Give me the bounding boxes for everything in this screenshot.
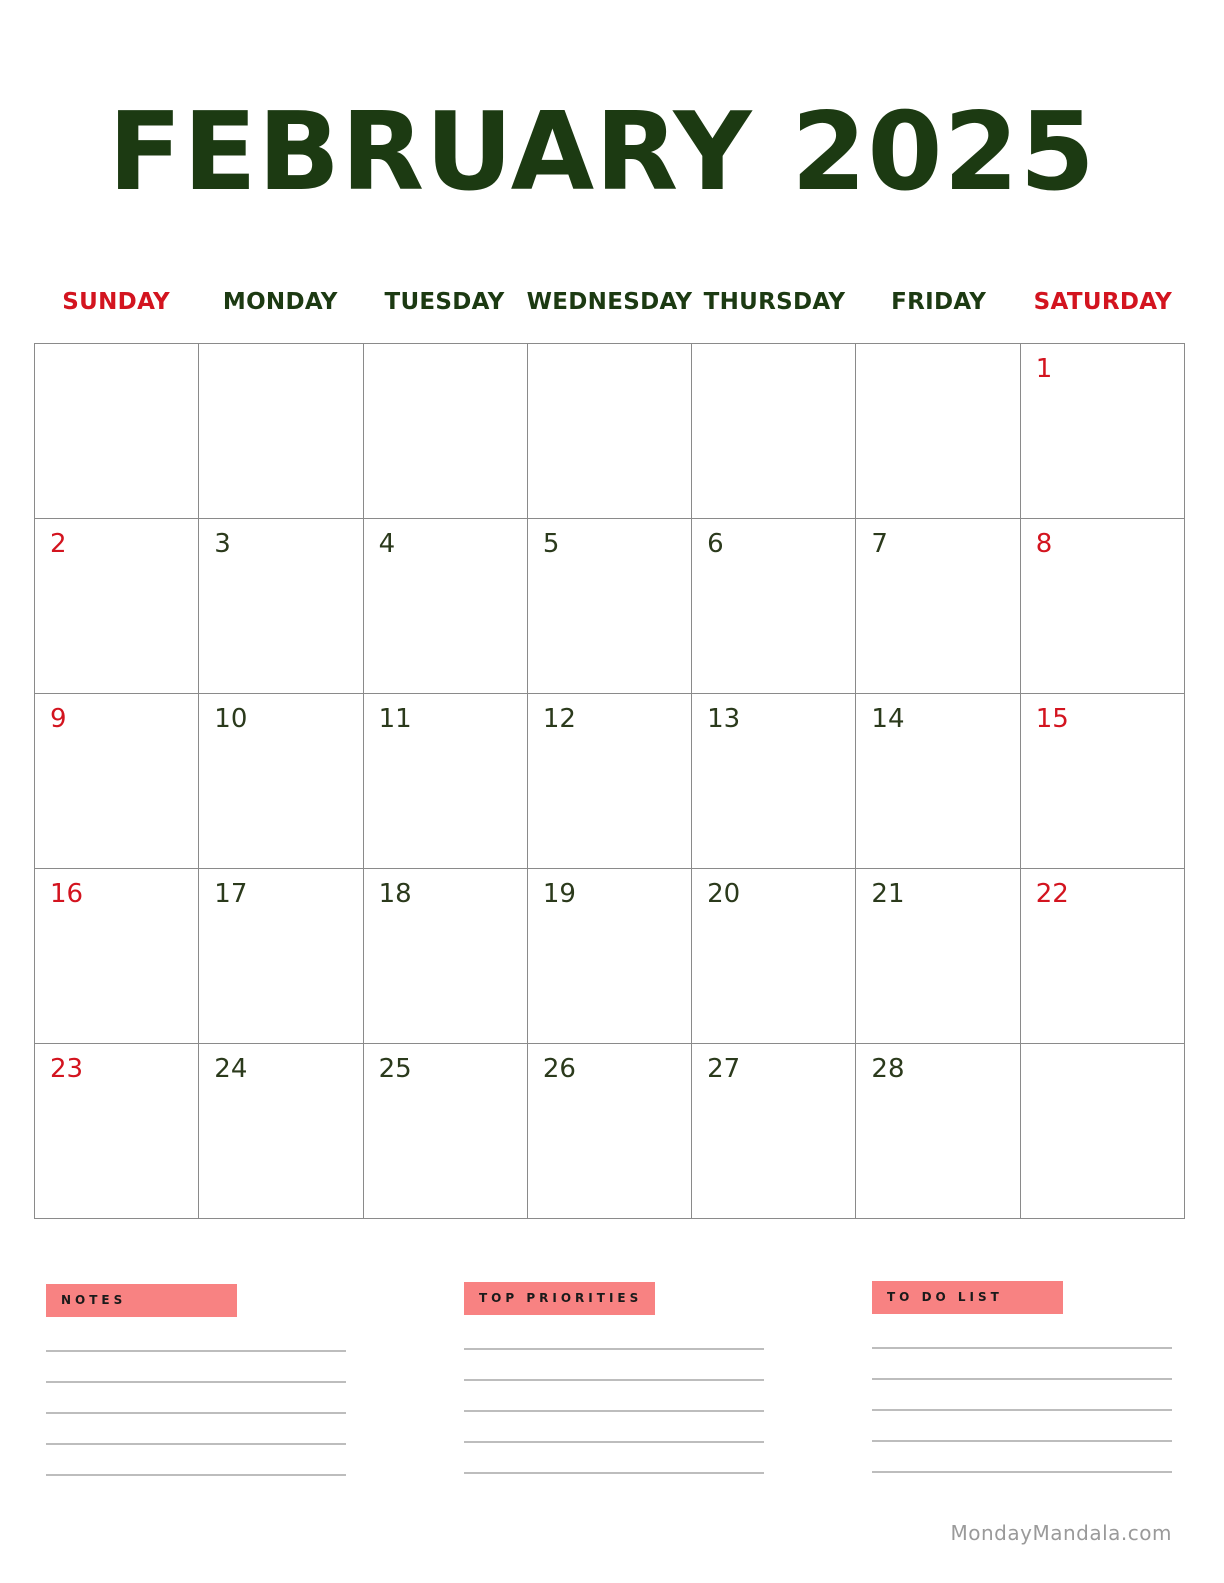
day-cell[interactable]: [35, 344, 199, 519]
day-cell[interactable]: [528, 519, 692, 694]
day-number: 18: [378, 879, 412, 909]
day-cell[interactable]: [35, 869, 199, 1044]
day-number: 3: [214, 529, 231, 559]
todo-section: [872, 1281, 1172, 1314]
notes-line[interactable]: [46, 1350, 346, 1352]
day-cell[interactable]: [692, 694, 856, 869]
day-number: 5: [542, 529, 560, 559]
weekday-thursday: THURSDAY: [703, 289, 846, 315]
todo-line[interactable]: [872, 1378, 1172, 1380]
todo-line[interactable]: [872, 1471, 1172, 1473]
day-number: 2: [50, 529, 67, 559]
day-cell[interactable]: [1021, 694, 1185, 869]
day-number: 11: [378, 704, 412, 734]
notes-line[interactable]: [46, 1381, 346, 1383]
notes-section: [46, 1284, 346, 1317]
day-cell[interactable]: [1021, 344, 1185, 519]
day-cell[interactable]: [856, 694, 1020, 869]
priorities-section: [464, 1282, 764, 1315]
todo-line[interactable]: [872, 1409, 1172, 1411]
day-number: 24: [214, 1054, 248, 1084]
calendar-grid: [34, 343, 1185, 1219]
weekday-friday: FRIDAY: [891, 289, 987, 315]
day-number: 16: [50, 879, 84, 909]
day-number: 6: [707, 529, 724, 559]
day-number: 20: [707, 879, 741, 909]
day-number: 25: [378, 1054, 412, 1084]
day-number: 28: [871, 1054, 905, 1084]
day-number: 27: [707, 1054, 741, 1084]
day-cell[interactable]: [856, 344, 1020, 519]
day-number: 10: [214, 704, 248, 734]
day-number: 1: [1035, 354, 1053, 384]
day-cell[interactable]: [528, 694, 692, 869]
day-cell[interactable]: [692, 1044, 856, 1219]
priorities-line[interactable]: [464, 1472, 764, 1474]
day-number: 12: [542, 704, 576, 734]
day-cell[interactable]: [856, 1044, 1020, 1219]
day-cell[interactable]: [364, 869, 528, 1044]
weekday-header-row: [34, 284, 1185, 320]
priorities-line[interactable]: [464, 1348, 764, 1350]
day-number: 22: [1035, 879, 1069, 909]
todo-label: TO DO LIST: [872, 1281, 1063, 1314]
day-number: 9: [50, 704, 67, 734]
weekday-monday: MONDAY: [222, 289, 338, 315]
day-cell[interactable]: [199, 694, 363, 869]
priorities-label: TOP PRIORITIES: [464, 1282, 655, 1315]
day-number: 4: [378, 529, 396, 559]
day-cell[interactable]: [856, 519, 1020, 694]
day-number: 26: [542, 1054, 576, 1084]
day-cell[interactable]: [692, 344, 856, 519]
day-number: 23: [50, 1054, 84, 1084]
day-number: 14: [871, 704, 905, 734]
todo-line[interactable]: [872, 1440, 1172, 1442]
day-cell[interactable]: [199, 344, 363, 519]
day-number: 8: [1035, 529, 1053, 559]
day-number: 13: [707, 704, 741, 734]
day-cell[interactable]: [35, 519, 199, 694]
notes-line[interactable]: [46, 1474, 346, 1476]
day-cell[interactable]: [1021, 869, 1185, 1044]
day-cell[interactable]: [528, 869, 692, 1044]
day-cell[interactable]: [35, 1044, 199, 1219]
calendar-title: FEBRUARY 2025: [108, 90, 1096, 215]
day-cell[interactable]: [364, 1044, 528, 1219]
footer-brand: MondayMandala.com: [950, 1521, 1172, 1545]
day-cell[interactable]: [856, 869, 1020, 1044]
day-number: 19: [542, 879, 576, 909]
todo-line[interactable]: [872, 1347, 1172, 1349]
weekday-saturday: SATURDAY: [1033, 289, 1173, 315]
day-number: 21: [871, 879, 905, 909]
notes-line[interactable]: [46, 1412, 346, 1414]
day-cell[interactable]: [364, 519, 528, 694]
notes-label: NOTES: [46, 1284, 237, 1317]
day-number: 17: [214, 879, 248, 909]
day-cell[interactable]: [364, 344, 528, 519]
day-number: 15: [1035, 704, 1069, 734]
day-cell[interactable]: [528, 1044, 692, 1219]
weekday-wednesday: WEDNESDAY: [526, 289, 693, 315]
day-cell[interactable]: [199, 869, 363, 1044]
day-cell[interactable]: [692, 869, 856, 1044]
priorities-line[interactable]: [464, 1410, 764, 1412]
priorities-line[interactable]: [464, 1379, 764, 1381]
day-cell[interactable]: [364, 694, 528, 869]
day-cell[interactable]: [35, 694, 199, 869]
day-number: 7: [871, 529, 888, 559]
day-cell[interactable]: [199, 1044, 363, 1219]
weekday-sunday: SUNDAY: [62, 289, 170, 315]
notes-line[interactable]: [46, 1443, 346, 1445]
day-cell[interactable]: [1021, 1044, 1185, 1219]
weekday-tuesday: TUESDAY: [384, 289, 505, 315]
day-cell[interactable]: [1021, 519, 1185, 694]
day-cell[interactable]: [199, 519, 363, 694]
day-cell[interactable]: [692, 519, 856, 694]
priorities-line[interactable]: [464, 1441, 764, 1443]
day-cell[interactable]: [528, 344, 692, 519]
